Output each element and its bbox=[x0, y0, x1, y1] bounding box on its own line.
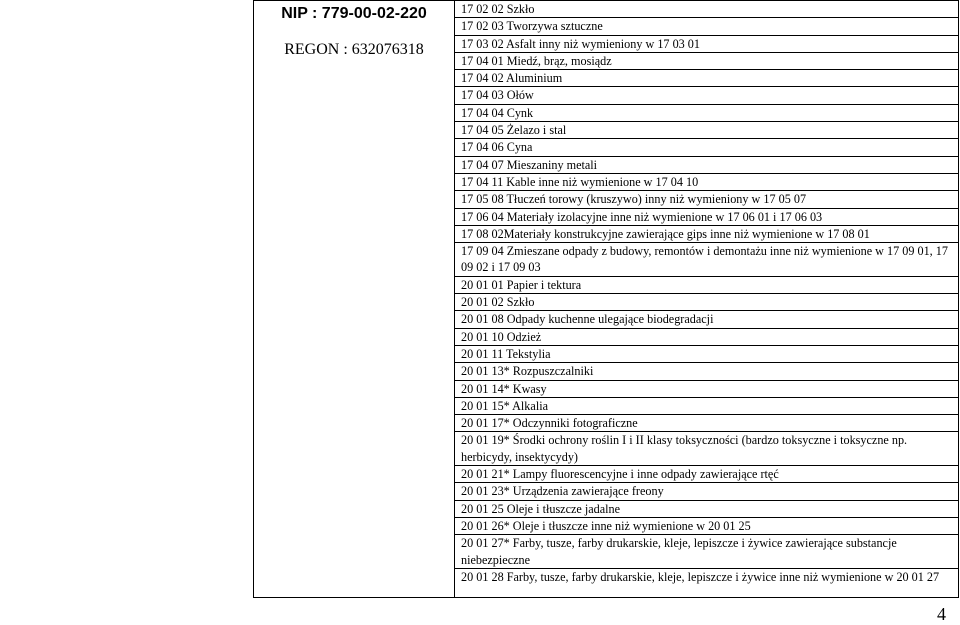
waste-code-row: 20 01 17* Odczynniki fotograficzne bbox=[455, 415, 958, 432]
waste-code-row: 20 01 28 Farby, tusze, farby drukarskie, kleje, lepiszcze i żywice inne niż wymienione w 20 01 27 bbox=[461, 569, 940, 584]
waste-code-row: 17 04 11 Kable inne niż wymienione w 17 04 10 bbox=[455, 174, 958, 191]
waste-code-row: 17 02 02 Szkło bbox=[455, 1, 958, 18]
waste-code-row: 20 01 15* Alkalia bbox=[455, 398, 958, 415]
waste-code-row: 20 01 19* Środki ochrony roślin I i II klasy toksyczności (bardzo toksyczne i toksyczne np. herbicydy, insektycydy) bbox=[455, 432, 958, 466]
waste-table bbox=[253, 0, 959, 598]
nip-label: NIP : 779-00-02-220 bbox=[281, 5, 427, 22]
waste-code-row: 17 05 08 Tłuczeń torowy (kruszywo) inny niż wymieniony w 17 05 07 bbox=[455, 191, 958, 208]
waste-code-row: 20 01 10 Odzież bbox=[455, 329, 958, 346]
waste-code-row: 20 01 13* Rozpuszczalniki bbox=[455, 363, 958, 380]
waste-code-row: 17 06 04 Materiały izolacyjne inne niż wymienione w 17 06 01 i 17 06 03 bbox=[455, 209, 958, 226]
waste-code-row: 20 01 02 Szkło bbox=[455, 294, 958, 311]
waste-code-row: 20 01 14* Kwasy bbox=[455, 381, 958, 398]
waste-code-row: 17 04 07 Mieszaniny metali bbox=[455, 157, 958, 174]
waste-code-row: 17 04 01 Miedź, brąz, mosiądz bbox=[455, 53, 958, 70]
waste-codes-column bbox=[455, 1, 958, 597]
waste-code-row: 20 01 26* Oleje i tłuszcze inne niż wymienione w 20 01 25 bbox=[455, 518, 958, 535]
waste-code-row: 20 01 23* Urządzenia zawierające freony bbox=[455, 483, 958, 500]
page-number: 4 bbox=[937, 604, 946, 624]
waste-code-row: 20 01 08 Odpady kuchenne ulegające biodegradacji bbox=[455, 311, 958, 328]
waste-code-row: 20 01 21* Lampy fluorescencyjne i inne odpady zawierające rtęć bbox=[455, 466, 958, 483]
waste-code-row: 17 03 02 Asfalt inny niż wymieniony w 17 03 01 bbox=[455, 36, 958, 53]
waste-code-row: 17 02 03 Tworzywa sztuczne bbox=[455, 18, 958, 35]
waste-code-row: 17 04 04 Cynk bbox=[455, 105, 958, 122]
waste-code-row: 17 04 03 Ołów bbox=[455, 87, 958, 104]
waste-code-row: 17 08 02Materiały konstrukcyjne zawierające gips inne niż wymienione w 17 08 01 bbox=[455, 226, 958, 243]
waste-code-row: 17 04 02 Aluminium bbox=[455, 70, 958, 87]
waste-code-row: 20 01 25 Oleje i tłuszcze jadalne bbox=[455, 501, 958, 518]
waste-code-row: 20 01 11 Tekstylia bbox=[455, 346, 958, 363]
company-id-column bbox=[254, 1, 455, 597]
waste-code-row: 17 09 04 Zmieszane odpady z budowy, remontów i demontażu inne niż wymienione w 17 09 01, 17 09 02 i 17 09 03 bbox=[455, 243, 958, 277]
regon-label: REGON : 632076318 bbox=[284, 41, 424, 58]
waste-code-row: 20 01 01 Papier i tektura bbox=[455, 277, 958, 294]
waste-code-row: 17 04 05 Żelazo i stal bbox=[455, 122, 958, 139]
waste-code-row: 20 01 27* Farby, tusze, farby drukarskie, kleje, lepiszcze i żywice zawierające substancje niebezpieczne bbox=[455, 535, 958, 569]
waste-code-row: 17 04 06 Cyna bbox=[455, 139, 958, 156]
